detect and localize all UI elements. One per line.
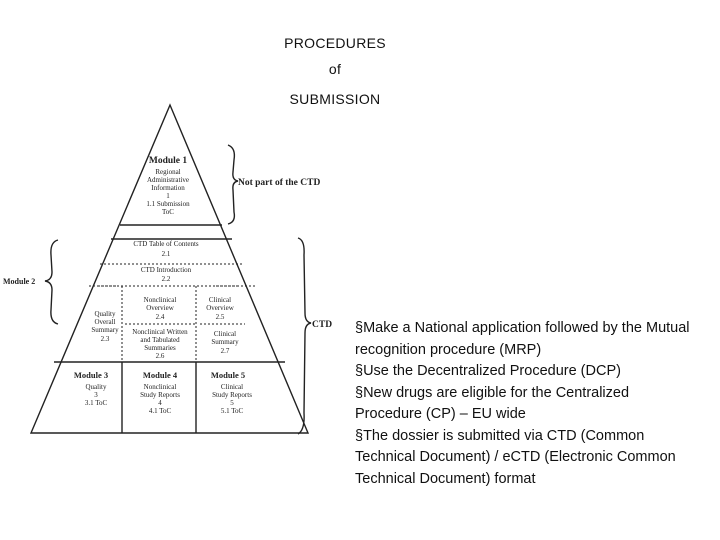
- bracket-not-part: [228, 145, 238, 224]
- ctd-toc-label: CTD Table of Contents: [133, 240, 199, 248]
- cs-line-1: Clinical: [213, 330, 237, 338]
- qos-line-1: Quality: [94, 310, 116, 318]
- co-line-3: 2.5: [215, 313, 225, 321]
- bracket-module-2: [45, 240, 58, 324]
- title-line-1: PROCEDURES: [284, 35, 386, 51]
- module3-line-3: 3.1 ToC: [84, 399, 108, 407]
- bullet-item: §Use the Decentralized Procedure (DCP): [355, 363, 621, 379]
- module3-heading: Module 3: [73, 370, 109, 380]
- title-line-2: of: [328, 61, 342, 77]
- module4-line-2: Study Reports: [140, 391, 180, 399]
- module1-line-4: 1: [166, 192, 170, 200]
- bullet-item: §The dossier is submitted via CTD (Common Technical Document) / eCTD (Electronic Common Technical Document) format: [355, 427, 676, 487]
- co-line-2: Overview: [206, 304, 234, 312]
- module5-line-2: Study Reports: [212, 391, 252, 399]
- not-part-of-ctd-label: Not part of the CTD: [238, 178, 321, 188]
- nco-line-2: Overview: [146, 304, 174, 312]
- nco-line-3: 2.4: [155, 313, 165, 321]
- module3-line-1: Quality: [85, 383, 107, 391]
- module5-line-4: 5.1 ToC: [220, 407, 244, 415]
- qos-line-4: 2.3: [100, 335, 110, 343]
- qos-line-3: Summary: [91, 326, 119, 334]
- module1-line-6: ToC: [162, 208, 174, 216]
- qos-line-2: Overall: [94, 318, 116, 326]
- ctd-intro-label: CTD Introduction: [140, 266, 192, 274]
- module1-heading: Module 1: [148, 156, 188, 166]
- ctd-intro-number: 2.2: [161, 275, 171, 283]
- module1-line-1: Regional: [155, 168, 181, 176]
- module-2-label: Module 2: [3, 277, 36, 286]
- ctd-label: CTD: [312, 320, 333, 330]
- ncs-line-1: Nonclinical Written: [132, 328, 188, 336]
- module4-line-3: 4: [158, 399, 162, 407]
- module4-heading: Module 4: [142, 370, 178, 380]
- module3-line-2: 3: [94, 391, 98, 399]
- cs-line-2: Summary: [211, 338, 239, 346]
- module4-line-1: Nonclinical: [143, 383, 177, 391]
- co-line-1: Clinical: [208, 296, 232, 304]
- module5-heading: Module 5: [210, 370, 246, 380]
- bullet-item: §Make a National application followed by the Mutual recognition procedure (MRP): [355, 320, 690, 358]
- module5-line-3: 5: [230, 399, 234, 407]
- module1-line-3: Information: [151, 184, 185, 192]
- bracket-ctd: [298, 238, 311, 434]
- ncs-line-3: Summaries: [144, 344, 176, 352]
- module4-line-4: 4.1 ToC: [148, 407, 172, 415]
- ncs-line-2: and Tabulated: [140, 336, 180, 344]
- cs-line-3: 2.7: [220, 347, 230, 355]
- title-line-3: SUBMISSION: [289, 91, 381, 107]
- nco-line-1: Nonclinical: [143, 296, 177, 304]
- module1-line-5: 1.1 Submission: [146, 200, 190, 208]
- ncs-line-4: 2.6: [155, 352, 165, 360]
- bullet-list: [355, 318, 695, 490]
- module5-line-1: Clinical: [220, 383, 244, 391]
- ctd-toc-number: 2.1: [161, 250, 171, 258]
- module1-line-2: Administrative: [147, 176, 189, 184]
- bullet-item: §New drugs are eligible for the Centralized Procedure (CP) – EU wide: [355, 384, 630, 422]
